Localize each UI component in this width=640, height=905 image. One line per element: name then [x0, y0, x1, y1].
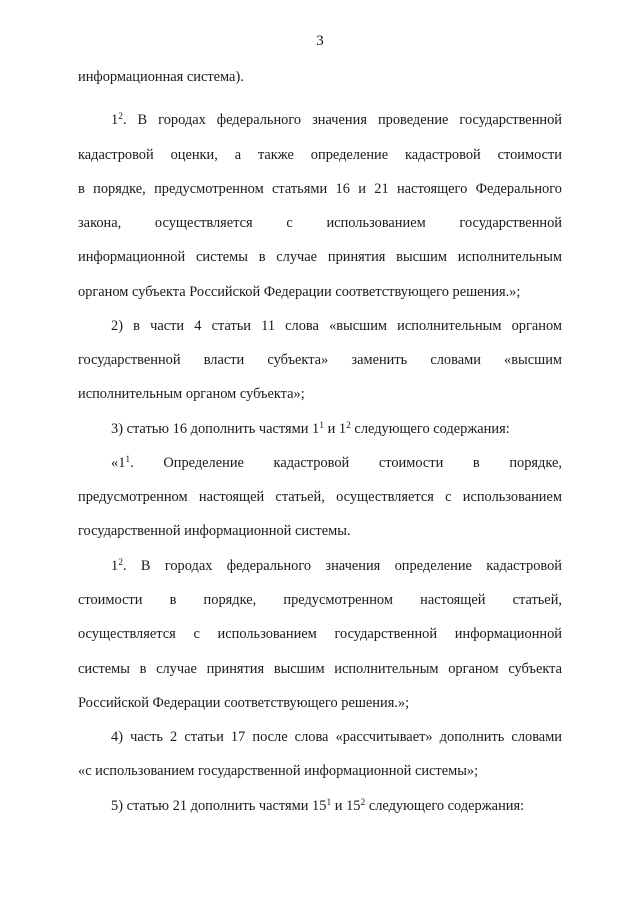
text-run: 1 — [111, 112, 119, 128]
page-number: 3 — [316, 33, 324, 49]
text-line — [111, 730, 562, 744]
text-run: следующего содержания: — [365, 798, 525, 814]
text-line — [78, 524, 562, 538]
text-run: «с использованием государственной информационной системы»; — [78, 763, 479, 779]
superscript: 2 — [118, 112, 123, 122]
text-run: исполнительным органом субъекта»; — [78, 386, 305, 402]
text-line — [78, 696, 562, 710]
text-line — [111, 456, 562, 470]
superscript: 2 — [118, 558, 123, 568]
text-line — [78, 593, 562, 607]
text-line — [78, 662, 562, 676]
text-run: 5) статью 21 дополнить частями 15 — [111, 798, 327, 814]
text-line — [78, 353, 562, 367]
text-line — [111, 113, 562, 127]
text-run: предусмотренном настоящей статьей, осуществляется с использованием — [78, 489, 562, 505]
text-line — [111, 559, 562, 573]
text-run: и 1 — [323, 421, 347, 437]
text-run: Российской Федерации соответствующего решения.»; — [78, 695, 410, 711]
superscript: 1 — [326, 798, 332, 808]
text-run: системы в случае принятия высшим исполнительным органом субъекта — [78, 661, 562, 677]
text-line — [78, 285, 562, 299]
text-run: органом субъекта Российской Федерации соответствующего решения.»; — [78, 284, 521, 300]
text-run: кадастровой оценки, а также определение кадастровой стоимости — [78, 147, 562, 163]
text-run: государственной информационной системы. — [78, 523, 351, 539]
text-run: закона, осуществляется с использованием государственной — [78, 215, 562, 231]
text-run: информационная система). — [78, 69, 244, 85]
text-run: . В городах федерального значения проведение государственной — [122, 112, 562, 128]
text-run: и 15 — [331, 798, 361, 814]
text-line — [78, 250, 562, 264]
text-line — [78, 387, 562, 401]
text-run: осуществляется с использованием государственной информационной — [78, 626, 562, 642]
text-line — [78, 216, 562, 230]
text-run: следующего содержания: — [350, 421, 510, 437]
text-line — [111, 319, 562, 333]
text-line — [78, 764, 562, 778]
text-line — [111, 422, 562, 436]
text-run: 4) часть 2 статьи 17 после слова «рассчитывает» дополнить словами — [111, 729, 562, 745]
text-run: государственной власти субъекта» заменить словами «высшим — [78, 352, 562, 368]
text-line — [78, 148, 562, 162]
text-line — [78, 627, 562, 641]
text-run: информационной системы в случае принятия высшим исполнительным — [78, 249, 562, 265]
text-line — [78, 490, 562, 504]
text-run: «1 — [111, 455, 126, 471]
superscript: 1 — [319, 421, 324, 431]
text-line — [78, 70, 562, 84]
text-run: . В городах федерального значения определение кадастровой — [122, 558, 562, 574]
text-line — [111, 799, 562, 813]
text-run: 3) статью 16 дополнить частями 1 — [111, 421, 320, 437]
superscript: 1 — [125, 455, 131, 465]
text-run: . Определение кадастровой стоимости в порядке, — [130, 455, 562, 471]
superscript: 2 — [360, 798, 366, 808]
text-run: 1 — [111, 558, 119, 574]
text-line — [78, 182, 562, 196]
text-run: 2) в части 4 статьи 11 слова «высшим исполнительным органом — [111, 318, 562, 334]
superscript: 2 — [346, 421, 351, 431]
text-run: в порядке, предусмотренном статьями 16 и 21 настоящего Федерального — [78, 181, 562, 197]
text-run: стоимости в порядке, предусмотренном настоящей статьей, — [78, 592, 562, 608]
